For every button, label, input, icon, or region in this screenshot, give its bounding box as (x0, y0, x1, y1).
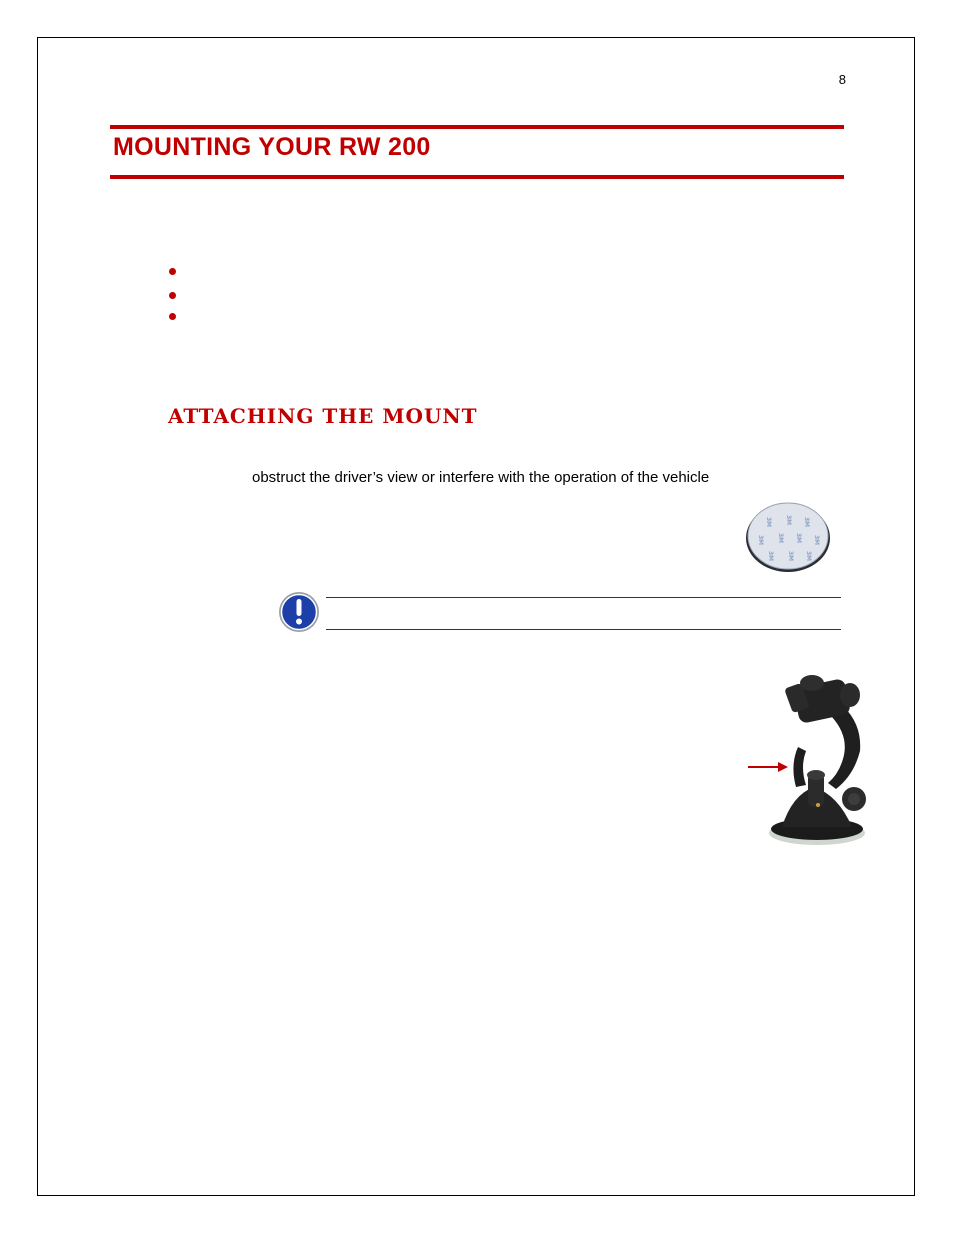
svg-text:3M: 3M (813, 535, 820, 546)
note-rule-bottom (326, 629, 841, 630)
svg-text:3M: 3M (767, 551, 774, 562)
bullet-point-2 (169, 292, 176, 299)
body-text-line: obstruct the driver’s view or interfere with the operation of the vehicle (252, 469, 710, 486)
svg-text:3M: 3M (777, 533, 784, 544)
adhesive-pad-image (743, 501, 833, 573)
svg-text:3M: 3M (765, 517, 772, 528)
note-rule-top (326, 597, 841, 598)
bullet-point-1 (169, 268, 176, 275)
bullet-point-3 (169, 313, 176, 320)
svg-text:3M: 3M (785, 515, 792, 526)
title-rule-top (110, 125, 844, 129)
svg-text:3M: 3M (803, 517, 810, 528)
section-title: MOUNTING YOUR RW 200 (113, 133, 431, 161)
page-frame (37, 37, 915, 1196)
page-number: 8 (838, 72, 846, 87)
svg-text:3M: 3M (795, 533, 802, 544)
title-rule-bottom (110, 175, 844, 179)
exclamation-info-icon (278, 591, 320, 633)
suction-mount-image (752, 655, 880, 855)
svg-text:3M: 3M (757, 535, 764, 546)
svg-text:3M: 3M (805, 551, 812, 562)
svg-text:3M: 3M (787, 551, 794, 562)
red-arrow-pointer (746, 759, 790, 775)
subsection-title: ATTACHING THE MOUNT (168, 404, 478, 428)
